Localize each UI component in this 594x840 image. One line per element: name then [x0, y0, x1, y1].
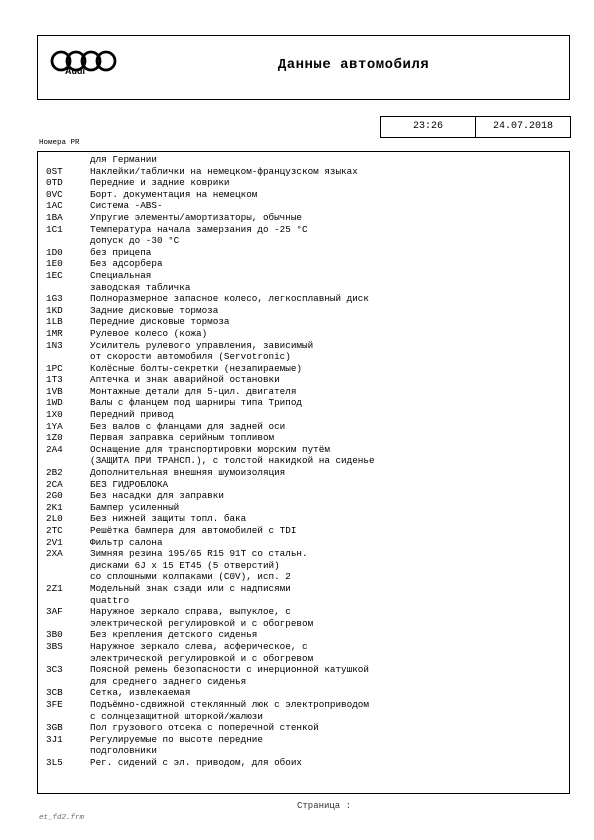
pr-code-row [46, 305, 565, 317]
form-file-name: et_fd2.frm [39, 814, 85, 822]
pr-code-description: Наклейки/таблички на немецком-французском языках [90, 165, 358, 177]
pr-code-row [46, 374, 565, 386]
pr-code-row [46, 351, 565, 363]
pr-code: 3CB [46, 687, 63, 699]
pr-code [46, 455, 90, 467]
pr-code-description: Аптечка и знак аварийной остановки [90, 374, 280, 386]
pr-code: 3J1 [46, 733, 63, 745]
pr-code-row [46, 560, 565, 572]
pr-code-description: допуск до -30 °C [90, 235, 180, 247]
pr-code: 3BS [46, 640, 63, 652]
pr-code-description: Усилитель рулевого управления, зависимый [90, 339, 314, 351]
brand-name: Audi [65, 66, 85, 76]
pr-code-description: Первая заправка серийным топливом [90, 432, 275, 444]
pr-code-row [46, 757, 565, 769]
pr-code-description: Наружное зеркало слева, асферическое, с [90, 640, 308, 652]
pr-code-description: Поясной ремень безопасности с инерционной катушкой [90, 664, 369, 676]
pr-code-description: подголовники [90, 745, 157, 757]
pr-code: 1BA [46, 211, 63, 223]
pr-code-description: Сетка, извлекаемая [90, 687, 191, 699]
pr-codes-list [46, 154, 565, 768]
pr-code [46, 282, 90, 294]
pr-code-row [46, 340, 565, 352]
pr-code: 2V1 [46, 536, 63, 548]
pr-code-row [46, 502, 565, 514]
pr-codes-table [37, 151, 570, 794]
pr-code: 3GB [46, 722, 63, 734]
pr-code: 1D0 [46, 246, 63, 258]
pr-code [46, 351, 90, 363]
pr-code [46, 595, 90, 607]
pr-code: 1LB [46, 316, 63, 328]
pr-code-description: Температура начала замерзания до -25 °C [90, 223, 308, 235]
pr-code-row [46, 571, 565, 583]
pr-code-row [46, 154, 565, 166]
pr-code: 1YA [46, 420, 63, 432]
pr-code [46, 560, 90, 572]
pr-code-row [46, 444, 565, 456]
pr-code: 1PC [46, 362, 63, 374]
pr-code-row [46, 189, 565, 201]
pr-code-row [46, 745, 565, 757]
pr-code-description: со сплошными колпаками (C0V), исп. 2 [90, 571, 291, 583]
pr-code-row [46, 467, 565, 479]
pr-code-description: Валы с фланцем под шарниры типа Трипод [90, 397, 303, 409]
pr-code: 3L5 [46, 756, 63, 768]
pr-code-description: Регулируемые по высоте передние [90, 733, 263, 745]
pr-code-description: Оснащение для транспортировки морским путём [90, 443, 330, 455]
pr-code: 2K1 [46, 501, 63, 513]
pr-code-row [46, 479, 565, 491]
pr-code-row [46, 409, 565, 421]
pr-code-description: Пол грузового отсека с поперечной стенкой [90, 722, 319, 734]
print-date: 24.07.2018 [492, 121, 553, 132]
pr-code-row [46, 432, 565, 444]
pr-code [46, 745, 90, 757]
pr-code: 3B0 [46, 629, 63, 641]
pr-code-row [46, 166, 565, 178]
pr-code: 1EC [46, 269, 63, 281]
pr-code-description: Система -ABS- [90, 200, 163, 212]
pr-code-row [46, 699, 565, 711]
pr-code-description: электрической регулировкой и с обогревом [90, 652, 314, 664]
pr-code: 0ST [46, 165, 63, 177]
pr-code-description: Передние и задние коврики [90, 177, 230, 189]
pr-code-description: Бампер усиленный [90, 501, 180, 513]
pr-code: 0TD [46, 177, 63, 189]
pr-code: 3C3 [46, 664, 63, 676]
pr-code: 1KD [46, 304, 63, 316]
pr-code-description: Без адсорбера [90, 258, 163, 270]
pr-code-row [46, 525, 565, 537]
pr-code-row [46, 537, 565, 549]
pr-code-description: Без валов с фланцами для задней оси [90, 420, 286, 432]
page-number-label: Страница : [297, 801, 352, 811]
pr-code: 2B2 [46, 467, 63, 479]
pr-code: 3FE [46, 698, 63, 710]
pr-code-row [46, 583, 565, 595]
pr-code-row [46, 641, 565, 653]
pr-code-description: БЕЗ ГИДРОБЛОКА [90, 478, 169, 490]
pr-code-description: Решётка бампера для автомобилей с TDI [90, 525, 297, 536]
pr-code-description: дисками 6J x 15 ET45 (5 отверстий) [90, 559, 280, 571]
pr-code-description: quattro [90, 594, 130, 606]
pr-code-description: Полноразмерное запасное колесо, легкосплавный диск [90, 293, 369, 305]
pr-code: 2XA [46, 548, 63, 560]
pr-code-description: (ЗАЩИТА ПРИ ТРАНСП.), с толстой накидкой на сиденье [90, 455, 375, 467]
pr-code-row [46, 664, 565, 676]
pr-code-description: Без крепления детского сиденья [90, 629, 258, 641]
pr-code: 2L0 [46, 513, 63, 525]
pr-code-row [46, 247, 565, 259]
pr-code-description: заводская табличка [90, 281, 191, 293]
pr-code-row [46, 676, 565, 688]
pr-code-description: Упругие элементы/амортизаторы, обычные [90, 211, 303, 223]
pr-code-row [46, 200, 565, 212]
pr-code: 1E0 [46, 258, 63, 270]
pr-code-description: Передний привод [90, 409, 174, 421]
pr-code-description: Задние дисковые тормоза [90, 304, 219, 316]
pr-code-description: Передние дисковые тормоза [90, 316, 230, 328]
pr-code-description: Модельный знак сзади или с надписями [90, 582, 291, 594]
pr-code-description: Специальная [90, 269, 152, 281]
page-title: Данные автомобиля [277, 57, 430, 73]
pr-code-row [46, 421, 565, 433]
pr-code: 1G3 [46, 293, 63, 305]
pr-code-description: Наружное зеркало справа, выпуклое, с [90, 606, 291, 618]
pr-code: 1AC [46, 200, 63, 212]
pr-code-row [46, 397, 565, 409]
pr-code: 1C1 [46, 223, 63, 235]
pr-code-description: Рег. сидений с эл. приводом, для обоих [90, 756, 303, 768]
pr-code-row [46, 606, 565, 618]
pr-code-row [46, 618, 565, 630]
pr-code: 1Z0 [46, 432, 63, 444]
pr-code-row [46, 653, 565, 665]
pr-code-row [46, 212, 565, 224]
pr-code-row [46, 734, 565, 746]
pr-code [46, 154, 90, 166]
pr-code: 1T3 [46, 374, 63, 386]
pr-code-description: Подъёмно-сдвижной стеклянный люк с электроприводом [90, 698, 369, 710]
datetime-box [380, 116, 571, 138]
pr-code-description: с солнцезащитной шторкой/жалюзи [90, 710, 263, 722]
pr-code-description: электрической регулировкой и с обогревом [90, 617, 314, 629]
section-label: Номера PR [39, 139, 80, 147]
pr-code-row [46, 258, 565, 270]
pr-code-row [46, 224, 565, 236]
pr-code: 1MR [46, 327, 63, 339]
pr-code: 3AF [46, 606, 63, 618]
pr-code: 1WD [46, 397, 63, 409]
pr-code-row [46, 363, 565, 375]
pr-code-row [46, 282, 565, 294]
pr-code-row [46, 629, 565, 641]
pr-code-description: для Германии [90, 154, 157, 165]
pr-code-row [46, 490, 565, 502]
print-time: 23:26 [381, 117, 476, 137]
pr-code-description: без прицепа [90, 246, 152, 258]
pr-code [46, 618, 90, 630]
pr-code-row [46, 235, 565, 247]
pr-code-row [46, 595, 565, 607]
pr-code-description: от скорости автомобиля (Servotronic) [90, 351, 291, 363]
pr-code-row [46, 293, 565, 305]
pr-code [46, 653, 90, 665]
document-header [37, 35, 570, 100]
pr-code [46, 676, 90, 688]
pr-code: 1X0 [46, 409, 63, 421]
pr-code [46, 235, 90, 247]
pr-code-row [46, 177, 565, 189]
pr-code: 2CA [46, 478, 63, 490]
pr-code: 1N3 [46, 339, 63, 351]
pr-code-row [46, 711, 565, 723]
pr-code: 1VB [46, 385, 63, 397]
pr-code: 2G0 [46, 490, 63, 502]
pr-code-row [46, 328, 565, 340]
pr-code-row [46, 722, 565, 734]
pr-code [46, 711, 90, 723]
pr-code: 2A4 [46, 443, 63, 455]
pr-code-description: Борт. документация на немецком [90, 188, 258, 200]
pr-code: 2Z1 [46, 582, 63, 594]
pr-code-description: Фильтр салона [90, 536, 163, 548]
pr-code-description: Без насадки для заправки [90, 490, 224, 502]
pr-code-description: Монтажные детали для 5-цил. двигателя [90, 385, 297, 397]
pr-code-row [46, 687, 565, 699]
pr-code-row [46, 316, 565, 328]
pr-code-description: Дополнительная внешняя шумоизоляция [90, 467, 286, 479]
pr-code-row [46, 386, 565, 398]
pr-code-row [46, 270, 565, 282]
pr-code: 0VC [46, 188, 63, 200]
pr-code-row [46, 548, 565, 560]
pr-code-description: Зимняя резина 195/65 R15 91T со стальн. [90, 548, 308, 560]
pr-code-description: Рулевое колесо (кожа) [90, 327, 208, 339]
pr-code-description: Без нижней защиты топл. бака [90, 513, 247, 525]
pr-code-row [46, 513, 565, 525]
pr-code [46, 571, 90, 583]
pr-code-description: для среднего заднего сиденья [90, 675, 247, 687]
pr-code: 2TC [46, 525, 63, 536]
pr-code-description: Колёсные болты-секретки (незапираемые) [90, 362, 303, 374]
pr-code-row [46, 455, 565, 467]
